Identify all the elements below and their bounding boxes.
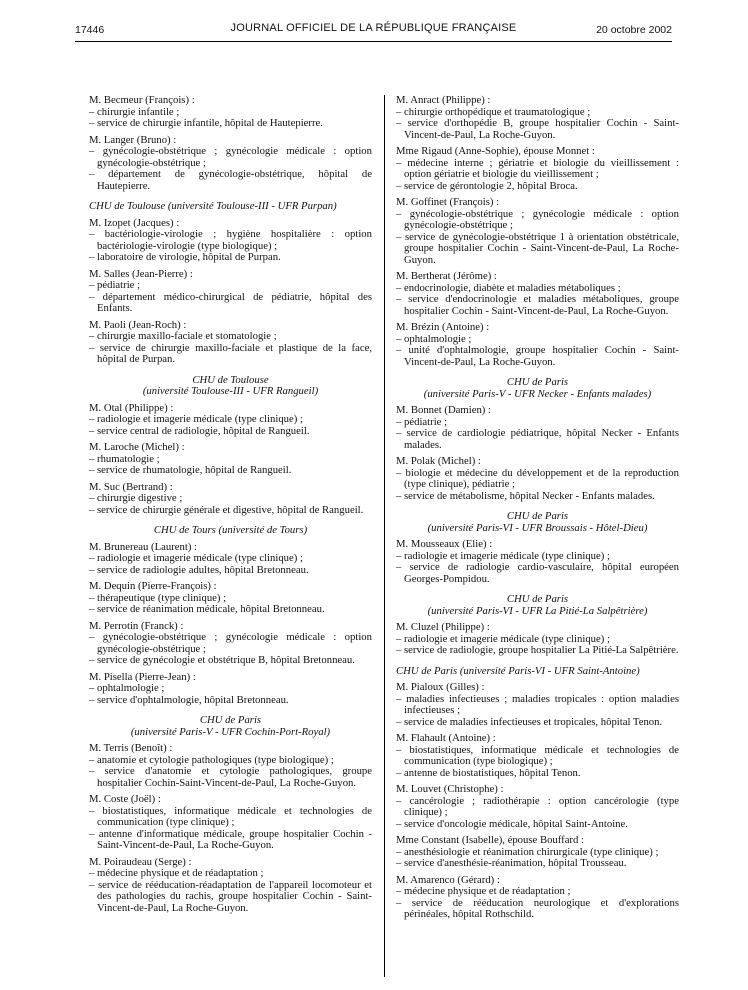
section-heading (89, 715, 372, 738)
section-heading-subline: (université Paris-VI - UFR La Pitié-La Salpêtrière) (427, 604, 648, 617)
section-heading-line: CHU de Toulouse (université Toulouse-III - UFR Purpan) (89, 200, 337, 212)
list-item: – service de chirurgie maxillo-faciale et plastique de la face, hôpital de Purpan. (89, 341, 372, 365)
list-item: – unité d'ophtalmologie, groupe hospitalier Cochin - Saint-Vincent-de-Paul, La Roche-Guyon. (396, 344, 679, 368)
list-item: – service de cardiologie pédiatrique, hôpital Necker - Enfants malades. (396, 427, 679, 451)
list-item: – service d'orthopédie B, groupe hospitalier Cochin - Saint-Vincent-de-Paul, La Roche-Guyon. (396, 117, 679, 141)
person-name: Mme Constant (Isabelle), épouse Bouffard : (396, 834, 584, 846)
section-heading-line: CHU de Paris (506, 376, 569, 388)
list-item: – chirurgie maxillo-faciale et stomatologie ; (89, 330, 277, 342)
list-item: – service de rééducation neurologique et d'explorations périnéales, hôpital Rothschild. (396, 896, 679, 920)
list-item: – rhumatologie ; (89, 452, 160, 465)
list-item: – gynécologie-obstétrique ; gynécologie médicale : option gynécologie-obstétrique ; (89, 145, 372, 169)
column-divider (384, 95, 385, 977)
person-name: M. Suc (Bertrand) : (89, 480, 173, 493)
person-name: M. Pisella (Pierre-Jean) : (89, 670, 196, 683)
list-item: – service de gynécologie et obstétrique B, hôpital Bretonneau. (89, 654, 355, 666)
list-item: – service de rééducation-réadaptation de l'appareil locomoteur et des pathologies du rachis, groupe hospitalier Cochin - Saint-Vincent-de-Paul, La Roche-Guyon. (89, 878, 372, 914)
list-item: – gynécologie-obstétrique ; gynécologie médicale : option gynécologie-obstétrique ; (396, 207, 679, 231)
person-name: M. Otal (Philippe) : (89, 401, 174, 414)
list-item: – chirurgie orthopédique et traumatologique ; (396, 105, 591, 118)
list-item: – service d'anesthésie-réanimation, hôpital Trousseau. (396, 857, 627, 869)
person-name: M. Flahault (Antoine) : (396, 732, 496, 744)
person-name: M. Mousseaux (Elie) : (396, 538, 493, 550)
list-item: – médecine physique et de réadaptation ; (89, 867, 264, 879)
section-heading (396, 666, 679, 678)
person-name: M. Izopet (Jacques) : (89, 216, 180, 229)
list-item: – service de radiologie cardio-vasculaire, hôpital européen Georges-Pompidou. (396, 561, 679, 585)
person-name: M. Polak (Michel) : (396, 455, 481, 467)
list-item: – département médico-chirurgical de pédiatrie, hôpital des Enfants. (89, 290, 372, 314)
section-heading (89, 201, 372, 213)
section-heading-subline: (université Toulouse-III - UFR Rangueil) (142, 385, 319, 397)
list-item: – pédiatrie ; (89, 279, 141, 291)
section-heading (396, 377, 679, 400)
list-item: – maladies infectieuses ; maladies tropicales : option maladies infectieuses ; (396, 692, 679, 716)
section-heading (89, 375, 372, 398)
list-item: – chirurgie digestive ; (89, 492, 183, 504)
person-name: M. Louvet (Christophe) : (396, 783, 504, 795)
section-heading-line: CHU de Paris (506, 593, 569, 605)
list-item: – service de gynécologie-obstétrique 1 à orientation obstétricale, groupe hospitalier Cochin - Saint-Vincent-de-Paul, La Roche-Guyon. (396, 230, 679, 266)
list-item: – médecine interne ; gériatrie et biologie du vieillissement : option gériatrie et biologie du vieillissement ; (396, 156, 679, 180)
section-heading-line: CHU de Paris (université Paris-VI - UFR Saint-Antoine) (396, 664, 640, 677)
list-item: – radiologie et imagerie médicale (type clinique) ; (396, 632, 610, 645)
list-item: – biologie et médecine du développement et de la reproduction (type clinique), pédiatrie ; (396, 466, 679, 490)
list-item: – service de maladies infectieuses et tropicales, hôpital Tenon. (396, 715, 663, 728)
person-name: M. Laroche (Michel) : (89, 441, 185, 453)
section-heading-line: CHU de Tours (université de Tours) (153, 524, 308, 536)
person-name: M. Cluzel (Philippe) : (396, 621, 490, 633)
list-item: – gynécologie-obstétrique ; gynécologie médicale : option gynécologie-obstétrique ; (89, 631, 372, 655)
list-item: – bactériologie-virologie ; hygiène hospitalière : option bactériologie-virologie (type biologique) ; (89, 228, 372, 252)
list-item: – thérapeutique (type clinique) ; (89, 591, 227, 604)
list-item: – service de radiologie adultes, hôpital Bretonneau. (89, 563, 309, 576)
right-column (396, 95, 679, 921)
person-name: M. Dequin (Pierre-François) : (89, 580, 217, 592)
person-name: M. Pialoux (Gilles) : (396, 681, 485, 693)
list-item: – service d'oncologie médicale, hôpital Saint-Antoine. (396, 817, 628, 830)
person-name: M. Langer (Bruno) : (89, 133, 177, 146)
person-name: M. Goffinet (François) : (396, 196, 500, 208)
list-item: – service de chirurgie générale et digestive, hôpital de Rangueil. (89, 503, 364, 516)
person-name: M. Brunereau (Laurent) : (89, 540, 198, 553)
person-name: Mme Rigaud (Anne-Sophie), épouse Monnet : (396, 145, 595, 157)
list-item: – ophtalmologie ; (396, 332, 472, 345)
list-item: – médecine physique et de réadaptation ; (396, 885, 571, 897)
issue-date: 20 octobre 2002 (596, 24, 672, 36)
section-heading-line: CHU de Toulouse (192, 373, 269, 386)
list-item: – service d'endocrinologie et maladies métaboliques, groupe hospitalier Cochin - Saint-Vincent-de-Paul, La Roche-Guyon. (396, 293, 679, 317)
list-item: – service central de radiologie, hôpital de Rangueil. (89, 424, 310, 437)
journal-title: JOURNAL OFFICIEL DE LA RÉPUBLIQUE FRANÇAISE (230, 22, 517, 34)
list-item: – antenne de biostatistiques, hôpital Tenon. (396, 766, 581, 779)
list-item: – anesthésiologie et réanimation chirurgicale (type clinique) ; (396, 845, 659, 858)
section-heading-line: CHU de Paris (506, 510, 569, 522)
list-item: – service d'ophtalmologie, hôpital Bretonneau. (89, 693, 289, 706)
person-name: M. Amarenco (Gérard) : (396, 873, 500, 886)
list-item: – radiologie et imagerie médicale (type clinique) ; (89, 552, 303, 564)
list-item: – ophtalmologie ; (89, 682, 165, 694)
section-heading-subline: (université Paris-V - UFR Necker - Enfants malades) (423, 387, 652, 400)
page-number: 17446 (75, 24, 105, 36)
section-heading-line: CHU de Paris (199, 714, 262, 726)
left-column (89, 95, 372, 914)
person-name: M. Brézin (Antoine) : (396, 321, 490, 333)
section-heading-subline: (université Paris-V - UFR Cochin-Port-Royal) (130, 725, 331, 738)
section-heading (396, 511, 679, 534)
person-name: M. Bonnet (Damien) : (396, 404, 491, 416)
list-item: – radiologie et imagerie médicale (type clinique) ; (396, 549, 610, 562)
list-item: – département de gynécologie-obstétrique, hôpital de Hautepierre. (89, 168, 372, 192)
section-heading (396, 594, 679, 617)
person-name: M. Terris (Benoît) : (89, 742, 173, 754)
list-item: – service de métabolisme, hôpital Necker - Enfants malades. (396, 489, 655, 502)
list-item: – endocrinologie, diabète et maladies métaboliques ; (396, 281, 621, 294)
person-name: M. Becmeur (François) : (89, 94, 195, 106)
page-header (75, 22, 672, 38)
section-heading-subline: (université Paris-VI - UFR Broussais - Hôtel-Dieu) (427, 521, 648, 534)
list-item: – biostatistiques, informatique médicale et technologies de communication (type clinique) ; (89, 804, 372, 828)
list-item: – pédiatrie ; (396, 415, 448, 428)
list-item: – service de réanimation médicale, hôpital Bretonneau. (89, 603, 325, 615)
section-heading (89, 525, 372, 537)
person-name: M. Salles (Jean-Pierre) : (89, 267, 193, 280)
header-rule (75, 41, 672, 42)
list-item: – service de radiologie, groupe hospitalier La Pitié-La Salpêtrière. (396, 644, 679, 656)
person-name: M. Coste (Joël) : (89, 793, 161, 805)
person-name: M. Paoli (Jean-Roch) : (89, 318, 187, 331)
person-name: M. Perrotin (Franck) : (89, 619, 184, 632)
person-name: M. Bertherat (Jérôme) : (396, 270, 497, 282)
list-item: – service de rhumatologie, hôpital de Rangueil. (89, 464, 292, 476)
list-item: – chirurgie infantile ; (89, 105, 180, 118)
list-item: – cancérologie ; radiothérapie : option cancérologie (type clinique) ; (396, 794, 679, 818)
list-item: – radiologie et imagerie médicale (type clinique) ; (89, 413, 303, 425)
person-name: M. Anract (Philippe) : (396, 94, 491, 106)
person-name: M. Poiraudeau (Serge) : (89, 855, 192, 868)
list-item: – anatomie et cytologie pathologiques (type biologique) ; (89, 753, 334, 766)
list-item: – antenne d'informatique médicale, groupe hospitalier Cochin - Saint-Vincent-de-Paul, La Roche-Guyon. (89, 827, 372, 851)
list-item: – service de gérontologie 2, hôpital Broca. (396, 179, 578, 192)
list-item: – laboratoire de virologie, hôpital de Purpan. (89, 251, 281, 263)
list-item: – service d'anatomie et cytologie pathologiques, groupe hospitalier Cochin-Saint-Vincent-de-Paul, La Roche-Guyon. (89, 765, 372, 789)
list-item: – service de chirurgie infantile, hôpital de Hautepierre. (89, 117, 323, 129)
list-item: – biostatistiques, informatique médicale et technologies de communication (type biologique) ; (396, 743, 679, 767)
